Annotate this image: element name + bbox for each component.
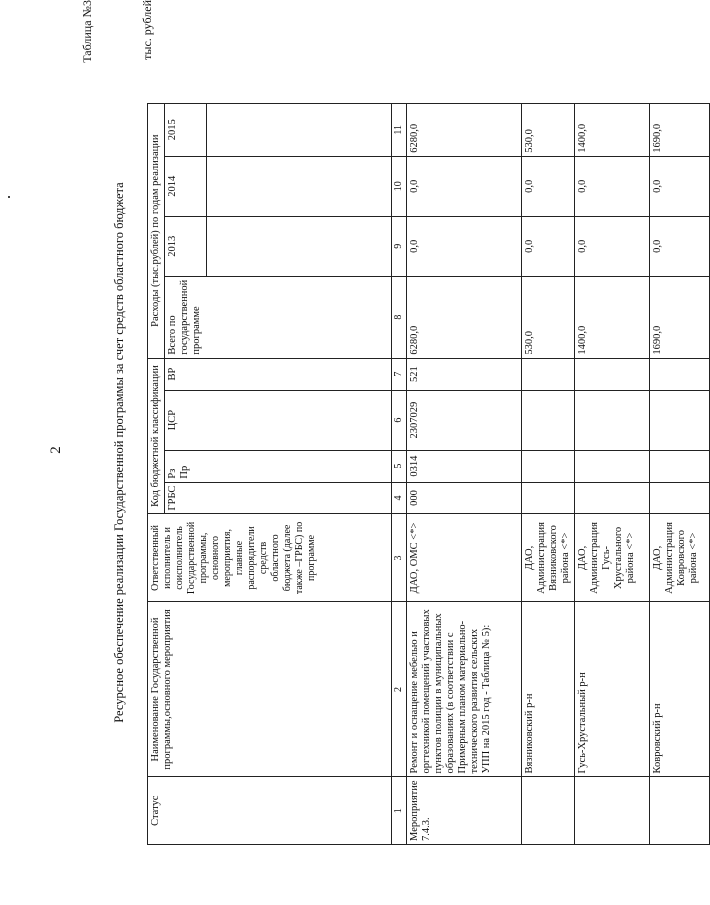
row-status	[575, 777, 650, 845]
column-number-row	[392, 103, 407, 844]
row-total: 1400,0	[575, 276, 650, 358]
row-csr: 2307029	[407, 390, 522, 450]
column-number: 8	[392, 276, 407, 358]
row-grbs	[650, 482, 710, 514]
row-grbs: 000	[407, 482, 522, 514]
resource-table	[147, 103, 710, 845]
column-number: 10	[392, 156, 407, 216]
table-row	[407, 103, 522, 844]
column-number: 2	[392, 602, 407, 777]
header-status: Статус	[148, 777, 392, 845]
row-executor: ДАО, Администрация Гусь-Хрустального района <*>	[575, 514, 650, 602]
row-csr	[522, 390, 575, 450]
row-2013: 0,0	[650, 216, 710, 276]
row-2014: 0,0	[522, 156, 575, 216]
row-csr	[575, 390, 650, 450]
row-name: Ковровский р-н	[650, 602, 710, 777]
row-grbs	[522, 482, 575, 514]
row-2015: 1400,0	[575, 103, 650, 156]
column-number: 1	[392, 777, 407, 845]
row-rz-pr	[522, 450, 575, 482]
header-budget-code: Код бюджетной классификации	[148, 358, 165, 514]
column-number: 4	[392, 482, 407, 514]
header-2013: 2013	[165, 216, 207, 276]
header-expenses: Расходы (тыс.рублей) по годам реализации	[148, 103, 165, 358]
row-rz-pr	[650, 450, 710, 482]
row-rz-pr	[575, 450, 650, 482]
column-number: 9	[392, 216, 407, 276]
row-executor: ДАО, Администрация Вязниковского района <*>	[522, 514, 575, 602]
header-2015: 2015	[165, 103, 207, 156]
row-name: Ремонт и оснащение мебелью и оргтехникой помещений участковых пунктов полиции в муниципальных образованиях (в соответствии с Примерным планом материально-технического развития сельских УПП на 2015 год - Таблица № 5):	[407, 602, 522, 777]
header-2013-blank	[207, 216, 392, 276]
row-2014: 0,0	[650, 156, 710, 216]
row-total: 6280,0	[407, 276, 522, 358]
row-vr	[650, 358, 710, 390]
row-total: 530,0	[522, 276, 575, 358]
header-2014-blank	[207, 156, 392, 216]
header-2015-blank	[207, 103, 392, 156]
row-csr	[650, 390, 710, 450]
row-rz-pr: 0314	[407, 450, 522, 482]
header-grbs: ГРБС	[165, 482, 392, 514]
row-vr	[522, 358, 575, 390]
row-2015: 6280,0	[407, 103, 522, 156]
row-executor: ДАО, ОМС <*>	[407, 514, 522, 602]
row-name: Гусь-Хрустальный р-н	[575, 602, 650, 777]
table-row	[575, 103, 650, 844]
row-name: Вязниковский р-н	[522, 602, 575, 777]
row-vr: 521	[407, 358, 522, 390]
row-status	[650, 777, 710, 845]
table-label: Таблица №3	[80, 0, 94, 63]
column-number: 11	[392, 103, 407, 156]
column-number: 5	[392, 450, 407, 482]
row-2013: 0,0	[575, 216, 650, 276]
row-2015: 530,0	[522, 103, 575, 156]
table-row	[650, 103, 710, 844]
row-vr	[575, 358, 650, 390]
column-number: 6	[392, 390, 407, 450]
row-grbs	[575, 482, 650, 514]
header-csr: ЦСР	[165, 390, 392, 450]
column-number: 3	[392, 514, 407, 602]
header-name: Наименование Государственной программы,основного мероприятия	[148, 602, 392, 777]
row-status	[522, 777, 575, 845]
header-rz-pr: Рз Пр	[165, 450, 392, 482]
header-row-1	[148, 103, 165, 844]
header-total: Всего по государственной программе	[165, 276, 392, 358]
row-total: 1690,0	[650, 276, 710, 358]
document-title: Ресурсное обеспечение реализации Государственной программы за счет средств областного бюджета	[112, 182, 126, 723]
row-2013: 0,0	[522, 216, 575, 276]
row-status: Мероприятие 7.4.3.	[407, 777, 522, 845]
table-row	[522, 103, 575, 844]
row-2015: 1690,0	[650, 103, 710, 156]
header-executor: Ответственный исполнитель и соисполнитель Государственной программы, основного мероприятия, главные распорядители средств областного бюджета (далее также –ГРБС) по программе	[148, 514, 392, 602]
header-vr: ВР	[165, 358, 392, 390]
row-2014: 0,0	[575, 156, 650, 216]
row-2014: 0,0	[407, 156, 522, 216]
row-executor: ДАО, Администрация Ковровского района <*>	[650, 514, 710, 602]
page-number: 2	[48, 446, 64, 454]
header-2014: 2014	[165, 156, 207, 216]
column-number: 7	[392, 358, 407, 390]
row-2013: 0,0	[407, 216, 522, 276]
units-label: тыс. рублей	[140, 0, 154, 60]
